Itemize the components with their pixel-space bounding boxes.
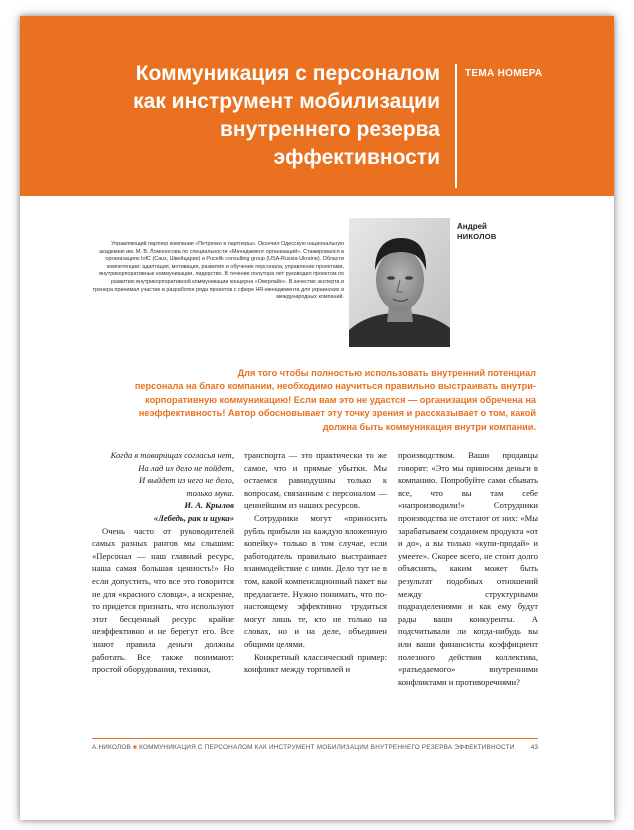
running-footer: [92, 744, 538, 751]
footer-divider: [92, 738, 538, 739]
author-bio: [89, 241, 344, 302]
body-paragraph: Конкретный классический пример: конфликт между торговлей и: [244, 651, 387, 675]
epigraph: [92, 449, 234, 499]
footer-author: А.НИКОЛОВ: [92, 744, 132, 751]
epigraph-line: И выйдет из него не дело,: [139, 475, 234, 486]
article-lead: [90, 367, 536, 434]
epigraph-source: «Лебедь, рак и щука»: [153, 512, 234, 523]
body-paragraph: Очень часто от руководителей самых разных рангов мы слышим: «Персонал — наш главный ресурс, наша самая большая ценность!» Но если допустить, что все это говорится не для «красного словца», а искренне, то придется признать, что используют этот бесценный ресурс крайне неэффективно и не берегут его. Все знают правила деньги должны работать. Все также понимают: простой оборудования, техники,: [92, 525, 234, 675]
footer-square-icon: ■: [133, 744, 138, 751]
lead-line: персонала на благо компании, необходимо научиться правильно выстраивать внутри-: [134, 381, 536, 392]
author-name: [457, 222, 497, 242]
lead-line: неэффективность! Автор обосновывает эту точку зрения и рассказывает о том, какой: [138, 408, 536, 419]
epigraph-author: И. А. Крылов: [184, 500, 234, 511]
section-rubric: ТЕМА НОМЕРА: [465, 68, 543, 79]
body-paragraph: производством. Ваши продавцы говорят: «Это мы приносим деньги в компанию. Попробуйте сами сбывать все, что вы там себе «напроизводили!» Сотрудники производства не отстают от них: «Мы зарабатываем созданием продукта «от и до», а вы только «купи-продай» и умеете». Скорее всего, не стоит долго объяснять, каким может быть результат подобных отношений между структурными подразделениями и как ему будут рады ваши конкуренты. А подсчитывали ли когда-нибудь вы или ваши финансисты коэффициент полезного действия коллектива, «разъедаемого» внутренними конфликтами и противоречиями?: [398, 450, 538, 687]
epigraph-line: только мука.: [186, 487, 234, 498]
text-column-3: [398, 449, 538, 688]
lead-line: должна быть коммуникация внутри компании.: [322, 421, 536, 432]
author-photo: [349, 218, 450, 347]
text-column-1: [92, 449, 234, 676]
author-last-name: НИКОЛОВ: [457, 232, 497, 241]
author-bio-text: Управляющий партнер компании «Петренко и партнеры». Окончил Одесскую национальную академию им. М. В. Ломоносова по специальности «Менеджмент организаций». Стажировался в организациях IofC (Caux, Швейцария) и Pucelik consulting group (USA-Russia-Ukraine). Области компетенции: адаптация, мотивация, развитие и обучение персонала, управление проектами, внутрикорпоративные коммуникации, лидерство. В течение полутора лет руководил проектом по развитию внутрикорпоративной коммуникации концерна «Оверлайн». В качестве эксперта и тренера принимал участие в разработке ряда проектов с сфере HR-менеджмента для украинских и международных компаний.: [92, 241, 344, 301]
title-line: как инструмент мобилизации: [133, 90, 440, 113]
footer-title: КОММУНИКАЦИЯ С ПЕРСОНАЛОМ КАК ИНСТРУМЕНТ МОБИЛИЗАЦИИ ВНУТРЕННЕГО РЕЗЕРВА ЭФФЕКТИВНОСТИ: [139, 744, 515, 751]
rubric-divider: [455, 64, 457, 188]
lead-line: корпоративную коммуникацию! Если вам это не удастся — организация обречена на: [145, 394, 536, 405]
epigraph-line: Когда в товарищах согласья нет,: [110, 450, 234, 460]
author-portrait-image: [349, 218, 450, 347]
body-paragraph: Сотрудники могут «приносить рубль прибыли на каждую вложенную копейку» только в том случае, если работодатель правильно выстраивает взаимодействие с ними. Дело тут не в том, какой компенсационный пакет вы предлагаете. Нужно понимать, что по-настоящему эффективно трудиться могут лишь те, кто не только на словах, но и на деле, объединен общими целями.: [244, 512, 387, 649]
lead-line: Для того чтобы полностью использовать внутренний потенциал: [237, 368, 536, 378]
epigraph-line: На лад их дело не пойдет,: [138, 462, 234, 473]
title-line: внутреннего резерва: [220, 118, 440, 141]
title-line: Коммуникация с персоналом: [135, 62, 440, 85]
title-line: эффективности: [273, 146, 440, 169]
text-column-2: [244, 449, 387, 676]
body-paragraph: транспорта — это практически то же самое, что и прямые убытки. Мы остаемся равнодушны только к вопросам, связанным с персоналом — ценнейшим из наших ресурсов.: [244, 450, 387, 511]
page-number: 43: [530, 744, 538, 751]
author-first-name: Андрей: [457, 222, 487, 231]
article-title: [84, 60, 440, 172]
magazine-page: [20, 16, 614, 820]
